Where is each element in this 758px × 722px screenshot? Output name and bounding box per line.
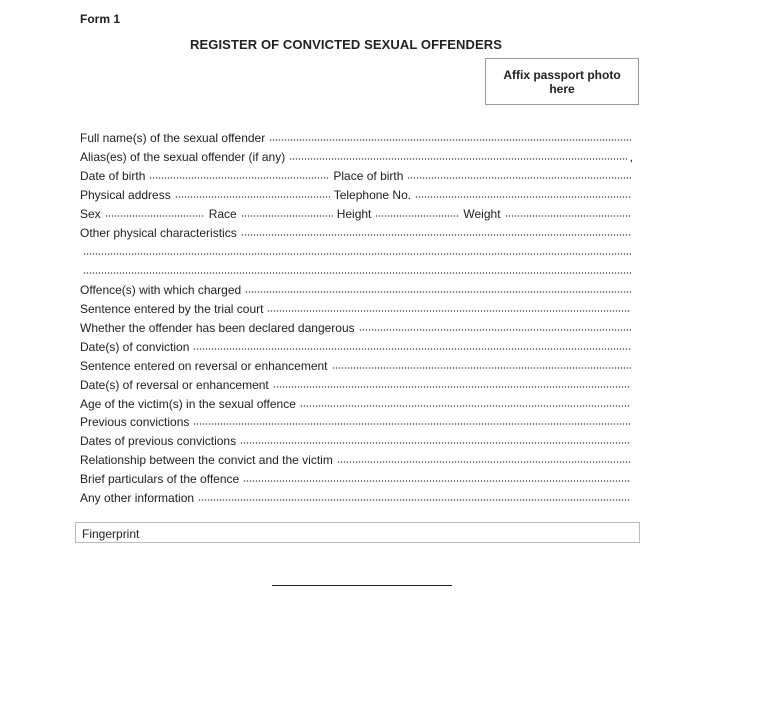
telephone-field[interactable] [415, 195, 631, 199]
place-of-birth-label: Place of birth [333, 169, 404, 183]
birth-row [80, 165, 633, 183]
particulars-label: Brief particulars of the offence [80, 472, 240, 486]
sentence-reversal-field[interactable] [332, 366, 632, 370]
particulars-field[interactable] [243, 479, 631, 483]
form-number: Form 1 [80, 12, 121, 26]
sex-field[interactable] [105, 214, 205, 218]
conviction-dates-field[interactable] [193, 347, 631, 351]
sex-race-height-weight-row [80, 203, 633, 221]
full-names-label: Full name(s) of the sexual offender [80, 131, 266, 145]
sentence-trial-label: Sentence entered by the trial court [80, 302, 264, 316]
other-info-row [80, 487, 633, 505]
particulars-row [80, 468, 633, 486]
declared-dangerous-label: Whether the offender has been declared dangerous [80, 321, 355, 335]
sentence-reversal-row [80, 355, 633, 373]
other-characteristics-field-2[interactable] [83, 252, 631, 256]
fingerprint-box[interactable]: Fingerprint [75, 522, 640, 543]
previous-conviction-dates-row [80, 430, 633, 448]
aliases-row [80, 146, 633, 164]
sentence-trial-row [80, 298, 633, 316]
previous-conviction-dates-label: Dates of previous convictions [80, 434, 237, 448]
race-field[interactable] [241, 214, 333, 218]
sentence-trial-field[interactable] [267, 309, 631, 313]
aliases-comma: , [629, 150, 633, 164]
relationship-label: Relationship between the convict and the victim [80, 453, 333, 467]
physical-address-label: Physical address [80, 188, 171, 202]
race-label: Race [208, 207, 237, 221]
reversal-dates-field[interactable] [273, 385, 631, 389]
other-characteristics-label: Other physical characteristics [80, 226, 237, 240]
declared-dangerous-row [80, 317, 633, 335]
signature-line [272, 585, 452, 586]
relationship-field[interactable] [337, 460, 631, 464]
other-info-field[interactable] [198, 498, 631, 502]
photo-box: Affix passport photo here [485, 58, 639, 105]
other-characteristics-field-3[interactable] [83, 271, 631, 275]
sentence-reversal-label: Sentence entered on reversal or enhancement [80, 359, 328, 373]
weight-label: Weight [463, 207, 501, 221]
reversal-dates-label: Date(s) of reversal or enhancement [80, 378, 269, 392]
aliases-label: Alias(es) of the sexual offender (if any) [80, 150, 286, 164]
previous-conviction-dates-field[interactable] [240, 441, 631, 445]
other-characteristics-line-2 [80, 241, 633, 259]
other-characteristics-row [80, 222, 633, 240]
conviction-dates-label: Date(s) of conviction [80, 340, 190, 354]
other-info-label: Any other information [80, 491, 195, 505]
reversal-dates-row [80, 374, 633, 392]
previous-convictions-field[interactable] [193, 422, 631, 426]
other-characteristics-field[interactable] [241, 233, 631, 237]
date-of-birth-label: Date of birth [80, 169, 146, 183]
other-characteristics-line-3 [80, 260, 633, 278]
conviction-dates-row [80, 336, 633, 354]
weight-field[interactable] [505, 214, 631, 218]
declared-dangerous-field[interactable] [359, 328, 631, 332]
victim-age-label: Age of the victim(s) in the sexual offence [80, 397, 296, 411]
address-row [80, 184, 633, 202]
victim-age-row [80, 393, 633, 411]
victim-age-field[interactable] [300, 404, 631, 408]
previous-convictions-row [80, 411, 633, 429]
physical-address-field[interactable] [175, 195, 330, 199]
relationship-row [80, 449, 633, 467]
page-title: REGISTER OF CONVICTED SEXUAL OFFENDERS [190, 37, 502, 52]
sex-label: Sex [80, 207, 101, 221]
place-of-birth-field[interactable] [407, 176, 631, 180]
offences-label: Offence(s) with which charged [80, 283, 242, 297]
previous-convictions-label: Previous convictions [80, 415, 190, 429]
telephone-label: Telephone No. [333, 188, 412, 202]
full-names-row [80, 127, 633, 145]
date-of-birth-field[interactable] [149, 176, 329, 180]
height-label: Height [336, 207, 372, 221]
offences-field[interactable] [245, 290, 631, 294]
full-names-field[interactable] [269, 138, 631, 142]
height-field[interactable] [375, 214, 459, 218]
aliases-field[interactable] [289, 157, 626, 161]
offences-row [80, 279, 633, 297]
